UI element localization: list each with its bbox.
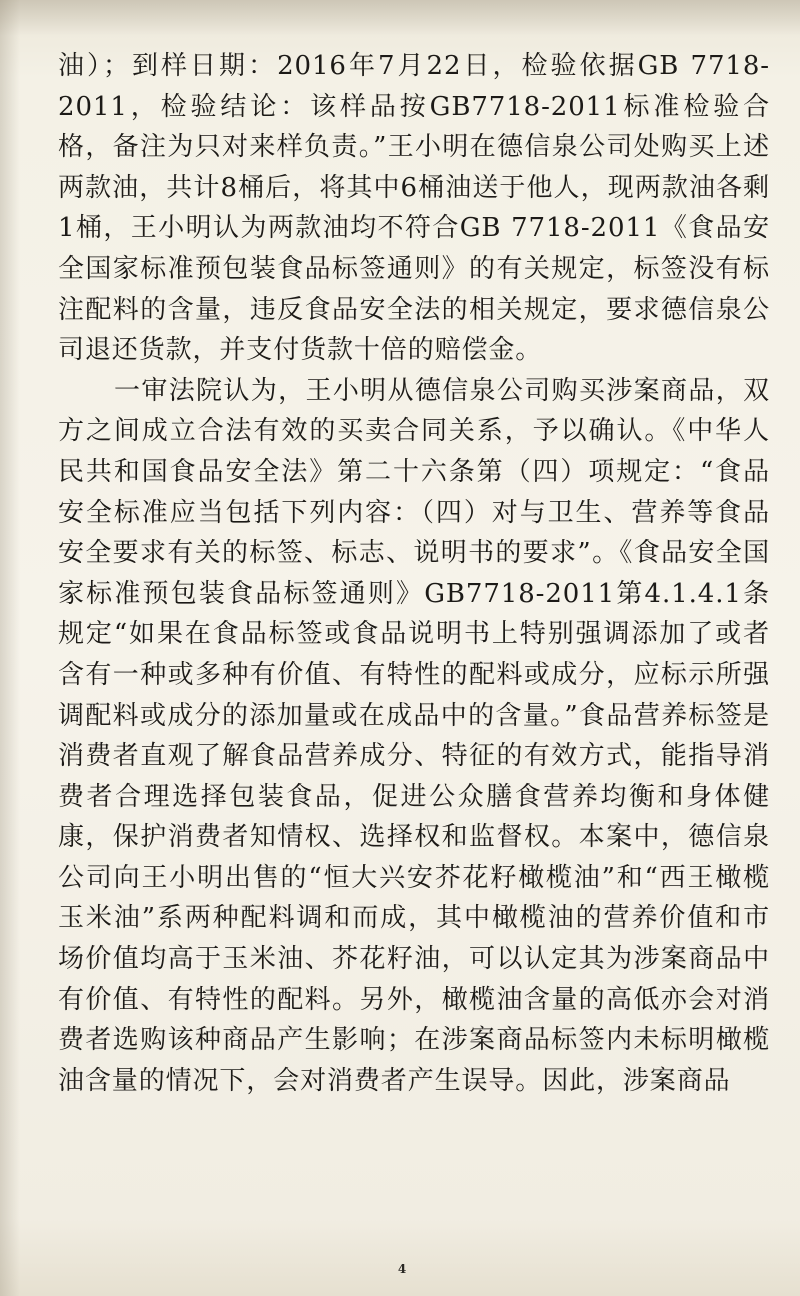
document-body xyxy=(58,46,770,1101)
scan-top-shadow xyxy=(0,0,800,36)
paragraph-2: 一审法院认为，王小明从德信泉公司购买涉案商品，双方之间成立合法有效的买卖合同关系，予以确认。《中华人民共和国食品安全法》第二十六条第（四）项规定：“食品安全标准应当包括下列内容：（四）对与卫生、营养等食品安全要求有关的标签、标志、说明书的要求”。《食品安全国家标准预包装食品标签通则》GB7718-2011第4.1.4.1条规定“如果在食品标签或食品说明书上特别强调添加了或者含有一种或多种有价值、有特性的配料或成分，应标示所强调配料或成分的添加量或在成品中的含量。”食品营养标签是消费者直观了解食品营养成分、特征的有效方式，能指导消费者合理选择包装食品，促进公众膳食营养均衡和身体健康，保护消费者知情权、选择权和监督权。本案中，德信泉公司向王小明出售的“恒大兴安芥花籽橄榄油”和“西王橄榄玉米油”系两种配料调和而成，其中橄榄油的营养价值和市场价值均高于玉米油、芥花籽油，可以认定其为涉案商品中有价值、有特性的配料。另外，橄榄油含量的高低亦会对消费者选购该种商品产生影响；在涉案商品标签内未标明橄榄油含量的情况下，会对消费者产生误导。因此，涉案商品 xyxy=(58,375,770,1096)
scan-left-shadow xyxy=(0,0,20,1296)
page-number: 4 xyxy=(397,1262,407,1276)
paragraph-1: 油）；到样日期：2016年7月22日，检验依据GB 7718-2011，检验结论：该样品按GB7718-2011标准检验合格，备注为只对来样负责。”王小明在德信泉公司处购买上述两款油，共计8桶后，将其中6桶油送于他人，现两款油各剩1桶，王小明认为两款油均不符合GB 7718-2011《食品安全国家标准预包装食品标签通则》的有关规定，标签没有标注配料的含量，违反食品安全法的相关规定，要求德信泉公司退还货款，并支付货款十倍的赔偿金。 xyxy=(58,51,770,366)
